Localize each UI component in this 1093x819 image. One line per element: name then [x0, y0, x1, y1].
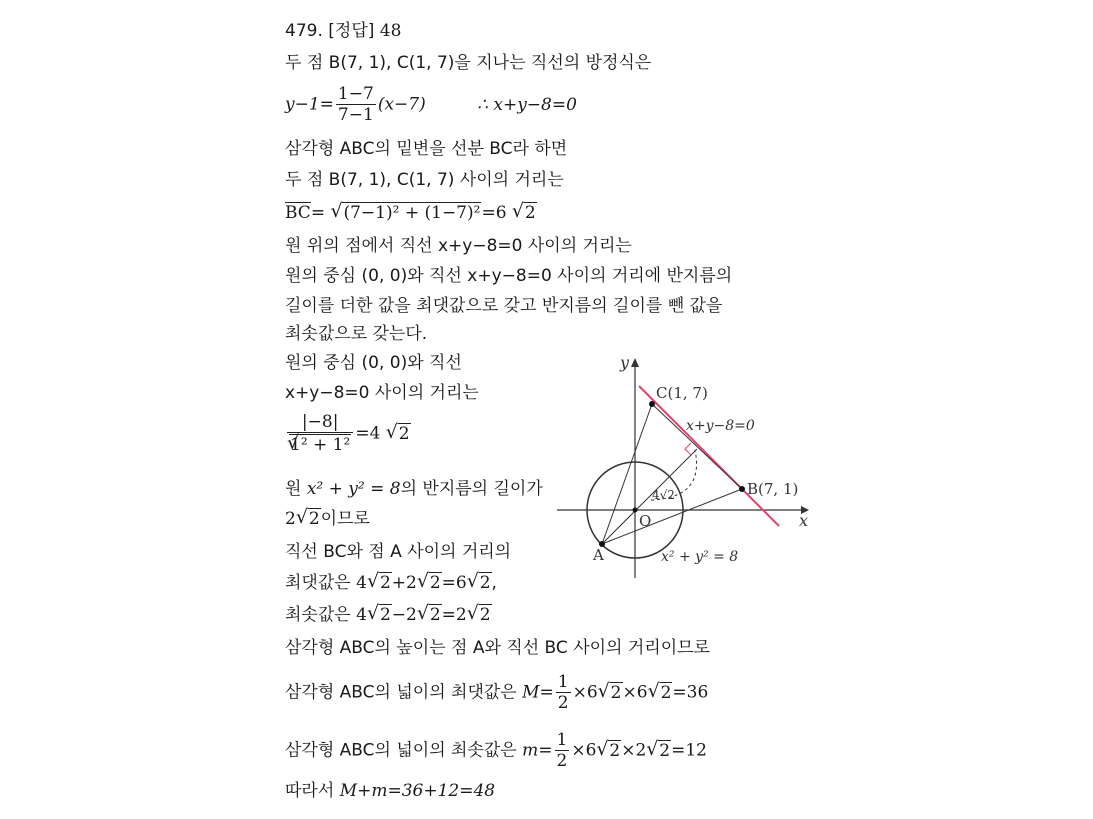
distance-denominator [287, 435, 353, 455]
bc-length [285, 202, 537, 224]
min-term-c: =2 [441, 605, 467, 625]
max-rad-a: √ 2 [367, 572, 392, 594]
distance-result-radical [386, 423, 411, 445]
radius-radical [296, 508, 321, 530]
max-comma: , [491, 573, 497, 593]
origin-point [633, 508, 638, 513]
max-label: 최댓값은 [285, 573, 351, 593]
bc-result-radical [512, 202, 537, 224]
final-label: 따라서 [285, 781, 335, 801]
slope-numerator: 1−7 [337, 84, 374, 104]
area-max [285, 672, 708, 713]
radius-suffix-text: 이므로 [320, 509, 370, 529]
area-max-factor-1: ×6 [572, 682, 598, 703]
area-min-result: =12 [671, 740, 707, 761]
center-distance-intro: 원의 중심 (0, 0)와 직선 [285, 353, 462, 373]
max-term-b: +2 [391, 573, 417, 593]
min-term-b: −2 [391, 605, 417, 625]
distance-result-radicand: 2 [398, 423, 410, 444]
circle-equation-label: x² + y² = 8 [661, 549, 739, 565]
final-answer [285, 780, 495, 802]
bc-radicand: (7−1)² + (1−7)² [343, 203, 481, 223]
max-term-a: 4 [356, 573, 367, 593]
area-max-factor-2: ×6 [622, 682, 648, 703]
area-min-label: 삼각형 ABC의 넓이의 최솟값은 [285, 740, 517, 761]
bc-result-radicand: 2 [524, 203, 536, 223]
distance-intro: 두 점 B(7, 1), C(1, 7) 사이의 거리는 [285, 170, 564, 190]
radius-line [285, 478, 543, 500]
distance-fraction [287, 412, 353, 455]
area-max-label: 삼각형 ABC의 넓이의 최댓값은 [285, 682, 517, 703]
max-rad-c: √ 2 [467, 572, 492, 594]
min-rad-a: √ 2 [367, 604, 392, 626]
point-c [649, 401, 655, 407]
radius-coef: 2 [285, 509, 296, 529]
radius-prefix: 원 [285, 479, 307, 499]
answer-label: [정답] [328, 21, 375, 41]
radius-radicand: 2 [308, 509, 320, 529]
point-b [739, 486, 745, 492]
area-max-fraction: $\frac{1}{2}$ [557, 672, 569, 713]
right-angle-mark [685, 443, 691, 455]
geometry-figure [555, 350, 815, 580]
line-eq-lhs: y−1= [285, 94, 334, 115]
slope-denominator: 7−1 [337, 105, 374, 125]
bc-equals: = [310, 203, 326, 223]
line-eq-result: ∴ x+y−8=0 [477, 94, 577, 115]
line-equation-intro: 두 점 B(7, 1), C(1, 7)을 지나는 직선의 방정식은 [285, 53, 652, 73]
problem-number: 479. [285, 21, 323, 41]
min-rad-b: √ 2 [417, 604, 442, 626]
max-height [285, 572, 497, 594]
y-axis-label: y [620, 353, 630, 372]
line-bc [639, 386, 779, 526]
origin-label: O [639, 512, 652, 530]
distance-den-radicand: 1² + 1² [290, 435, 351, 455]
answer-value: 48 [379, 21, 402, 41]
explanation-line-1: 원의 중심 (0, 0)와 직선 x+y−8=0 사이의 거리에 반지름의 [285, 266, 733, 286]
base-statement: 삼각형 ABC의 밑변을 선분 BC라 하면 [285, 139, 568, 159]
circle-equation: x² + y² = 8 [306, 479, 401, 499]
point-a-label: A [593, 546, 604, 564]
distance-label: 4√2 [652, 488, 675, 502]
area-max-result: =36 [672, 682, 709, 703]
height-intro: 직선 BC와 점 A 사이의 거리의 [285, 542, 512, 562]
x-axis-label: x [799, 511, 809, 530]
final-equation: M+m=36+12=48 [339, 781, 496, 801]
area-min-rad-1: √ 2 [596, 740, 621, 762]
point-b-label: B(7, 1) [747, 480, 799, 498]
min-term-a: 4 [356, 605, 367, 625]
triangle-height-statement: 삼각형 ABC의 높이는 점 A와 직선 BC 사이의 거리이므로 [285, 638, 710, 658]
explanation-line-3: 최솟값으로 갖는다. [285, 324, 428, 344]
area-max-var: M= [522, 682, 554, 703]
area-min-rad-2: √ 2 [646, 740, 671, 762]
circle-distance-intro: 원 위의 점에서 직선 x+y−8=0 사이의 거리는 [285, 236, 632, 256]
area-min-factor-2: ×2 [621, 740, 647, 761]
distance-result-coef: =4 [355, 423, 381, 444]
radius-value [285, 508, 370, 530]
max-term-c: =6 [441, 573, 467, 593]
radius-suffix: 의 반지름의 길이가 [400, 479, 543, 499]
area-min-fraction: $\frac{1}{2}$ [556, 730, 568, 771]
area-min [285, 730, 707, 771]
point-c-label: C(1, 7) [656, 384, 708, 402]
line-eq-tail: (x−7) [377, 94, 426, 115]
min-height [285, 604, 492, 626]
line-equation-label: x+y−8=0 [686, 418, 755, 434]
min-label: 최솟값은 [285, 605, 351, 625]
area-min-var: m= [522, 740, 553, 761]
y-axis-arrow [631, 358, 639, 367]
segment-bc: BC [285, 203, 311, 223]
problem-header [285, 20, 401, 42]
center-distance-calc [285, 412, 411, 455]
line-equation [285, 84, 577, 125]
segment-cb [652, 404, 742, 489]
min-rad-c: √ 2 [467, 604, 492, 626]
area-max-rad-1: √ 2 [598, 682, 623, 704]
max-rad-b: √ 2 [417, 572, 442, 594]
bc-result-coef: =6 [481, 203, 507, 223]
explanation-line-2: 길이를 더한 값을 최댓값으로 갖고 반지름의 길이를 뺀 값을 [285, 296, 723, 316]
slope-fraction [336, 84, 376, 125]
center-distance-line: x+y−8=0 사이의 거리는 [285, 383, 479, 403]
area-min-factor-1: ×6 [571, 740, 597, 761]
bc-radical [330, 202, 481, 224]
area-max-rad-2: √ 2 [648, 682, 673, 704]
distance-numerator: |−8| [287, 412, 353, 433]
